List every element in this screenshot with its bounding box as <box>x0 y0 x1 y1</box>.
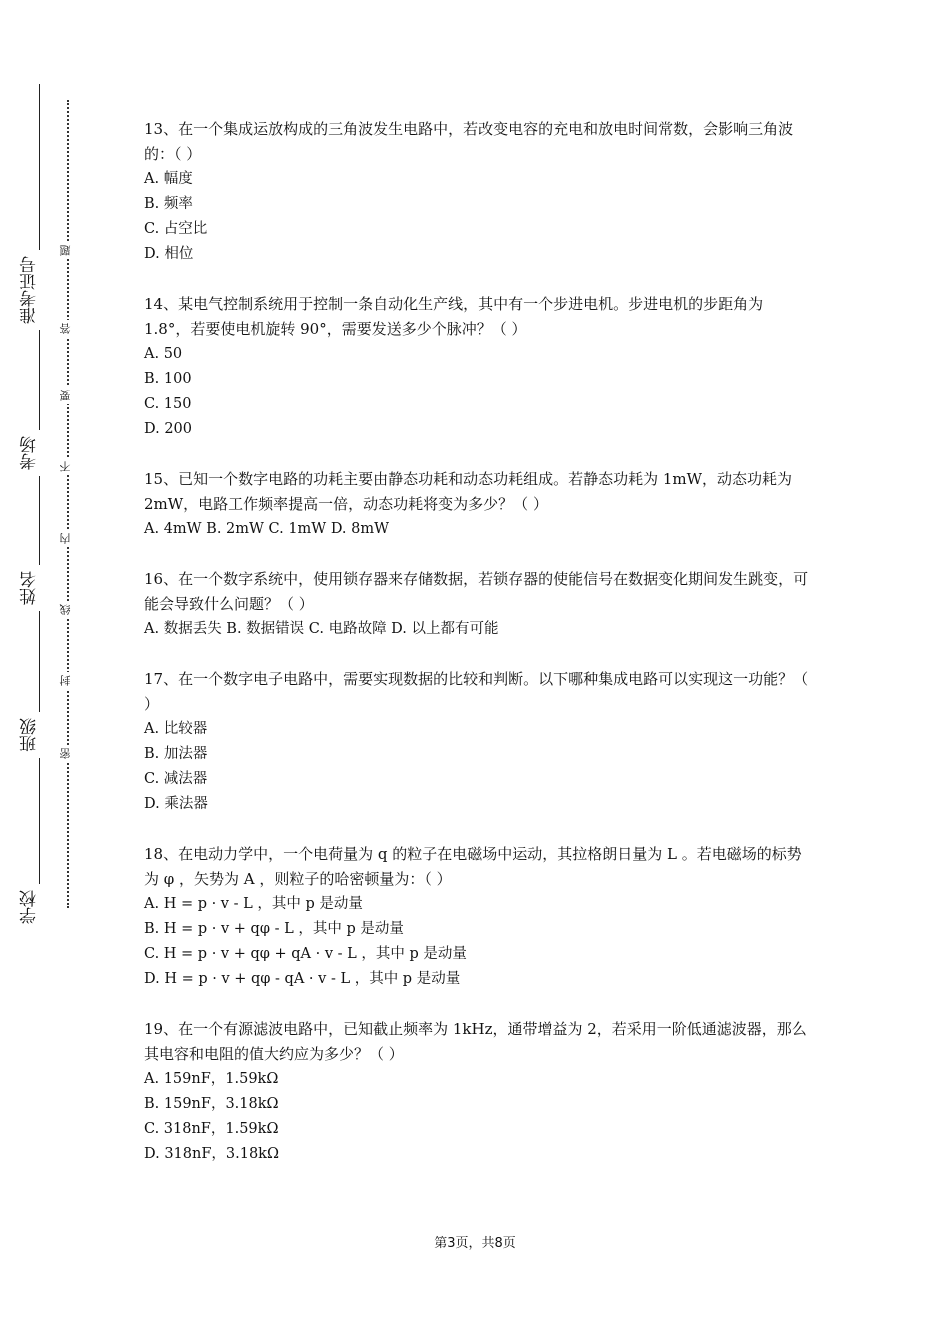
name-label: 姓名 <box>22 565 56 611</box>
seal-char: 不 <box>60 458 76 475</box>
option: B. H = p · v + qφ - L ，其中 p 是动量 <box>144 921 404 937</box>
option: A. 159nF，1.59kΩ <box>144 1071 279 1087</box>
question-stem: 13、在一个集成运放构成的三角波发生电路中，若改变电容的充电和放电时间常数，会影响三角波的：（ ） <box>144 120 794 163</box>
option: C. 减法器 <box>144 771 208 787</box>
option: B. 频率 <box>144 196 193 212</box>
option: D. 相位 <box>144 246 194 262</box>
option: D. 200 <box>144 421 193 437</box>
option: B. 加法器 <box>144 746 208 762</box>
question-19 <box>144 1017 814 1167</box>
school-label: 学校 <box>22 884 56 930</box>
seal-dotted-line <box>67 100 69 908</box>
option: B. 159nF，3.18kΩ <box>144 1096 279 1112</box>
question-18 <box>144 842 814 992</box>
question-stem: 15、已知一个数字电路的功耗主要由静态功耗和动态功耗组成。若静态功耗为 1mW，动态功耗为 2mW，电路工作频率提高一倍，动态功耗将变为多少？（ ） <box>144 470 793 513</box>
question-14 <box>144 292 814 442</box>
question-stem: 14、某电气控制系统用于控制一条自动化生产线，其中有一个步进电机。步进电机的步距角为 1.8°，若要使电机旋转 90°，需要发送多少个脉冲？（ ） <box>144 295 764 338</box>
question-17 <box>144 667 814 817</box>
question-stem: 16、在一个数字系统中，使用锁存器来存储数据，若锁存器的使能信号在数据变化期间发生跳变，可能会导致什么问题？（ ） <box>144 570 809 613</box>
option: A. 比较器 <box>144 721 208 737</box>
page-number: 第3页，共8页 <box>434 1236 516 1251</box>
binding-solid-line <box>39 84 40 928</box>
seal-char: 线 <box>60 601 76 618</box>
question-15 <box>144 467 814 542</box>
question-stem: 17、在一个数字电子电路中，需要实现数据的比较和判断。以下哪种集成电路可以实现这一功能？（ ） <box>144 670 809 713</box>
seal-char: 题 <box>60 242 76 259</box>
question-stem: 18、在电动力学中，一个电荷量为 q 的粒子在电磁场中运动，其拉格朗日量为 L 。若电磁场的标势为 φ ，矢势为 A ，则粒子的哈密顿量为：（ ） <box>144 845 802 888</box>
option: A. 幅度 <box>144 171 193 187</box>
option: B. 100 <box>144 371 192 387</box>
option: C. 占空比 <box>144 221 208 237</box>
option: A. 4mW B. 2mW C. 1mW D. 8mW <box>144 521 390 537</box>
option: C. 150 <box>144 396 192 412</box>
exam-number-label: 准考证号 <box>22 250 56 330</box>
option: D. 乘法器 <box>144 796 208 812</box>
question-13 <box>144 117 814 267</box>
option: A. 数据丢失 B. 数据错误 C. 电路故障 D. 以上都有可能 <box>144 621 499 637</box>
question-list <box>144 117 814 1192</box>
seal-char: 内 <box>60 530 76 547</box>
option: D. 318nF，3.18kΩ <box>144 1146 279 1162</box>
seal-char: 封 <box>60 672 76 689</box>
option: C. 318nF，1.59kΩ <box>144 1121 279 1137</box>
question-16 <box>144 567 814 642</box>
seal-char: 答 <box>60 320 76 337</box>
option: C. H = p · v + qφ + qA · v - L ，其中 p 是动量 <box>144 946 467 962</box>
option: A. H = p · v - L ，其中 p 是动量 <box>144 896 363 912</box>
option: A. 50 <box>144 346 183 362</box>
class-label: 班级 <box>22 712 56 758</box>
seal-char: 要 <box>60 387 76 404</box>
option: D. H = p · v + qφ - qA · v - L ，其中 p 是动量 <box>144 971 461 987</box>
exam-room-label: 考场 <box>22 430 56 476</box>
question-stem: 19、在一个有源滤波电路中，已知截止频率为 1kHz，通带增益为 2，若采用一阶低通滤波器，那么其电容和电阻的值大约应为多少？（ ） <box>144 1020 807 1063</box>
seal-char: 密 <box>60 745 76 762</box>
